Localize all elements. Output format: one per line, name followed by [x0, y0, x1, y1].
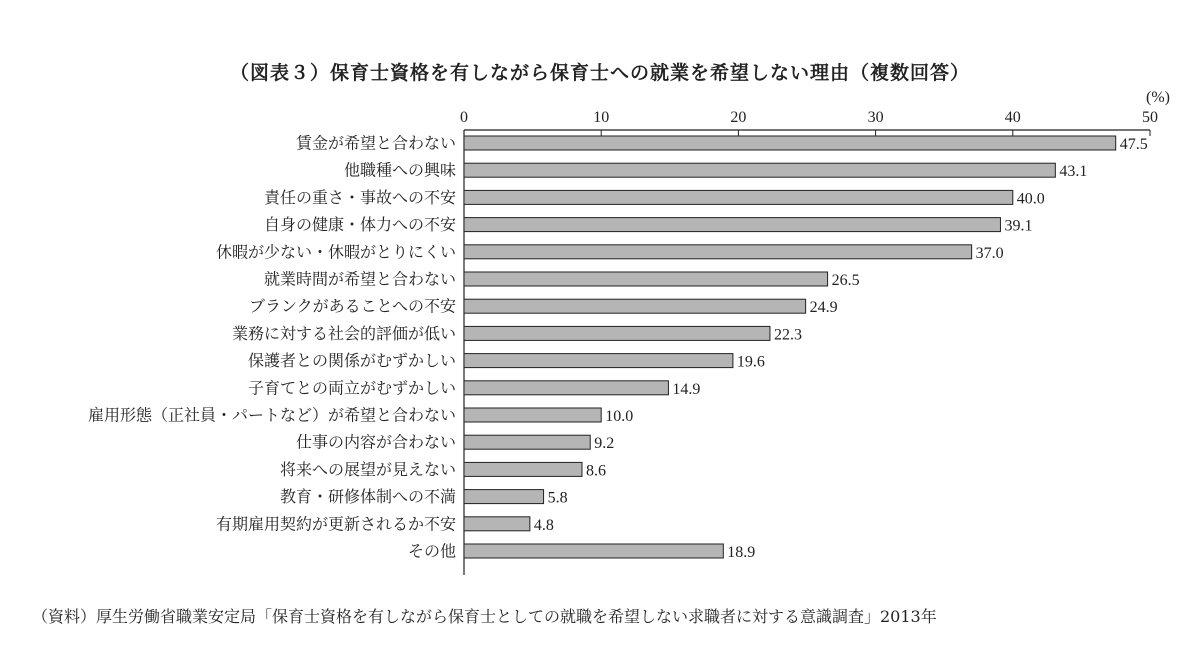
value-label: 43.1 — [1059, 163, 1088, 181]
value-label: 4.8 — [533, 516, 554, 534]
value-label: 5.8 — [547, 489, 568, 507]
bar — [464, 354, 733, 368]
category-label: その他 — [407, 541, 456, 561]
bar — [464, 490, 544, 504]
source-note: （資料）厚生労働省職業安定局「保育士資格を有しながら保育士としての就職を希望しない求職者に対する意識調査」2013年 — [32, 607, 937, 626]
category-label: 自身の健康・体力への不安 — [263, 215, 456, 235]
category-label: 就業時間が希望と合わない — [263, 269, 456, 289]
unit-label: (%) — [1146, 89, 1170, 106]
category-label: 将来への展望が見えない — [279, 459, 456, 479]
x-tick-label: 20 — [730, 109, 747, 126]
bar — [464, 517, 530, 531]
bar — [464, 381, 668, 395]
x-tick-label: 40 — [1004, 109, 1021, 126]
category-label: 業務に対する社会的評価が低い — [231, 323, 456, 343]
value-label: 37.0 — [975, 244, 1004, 262]
category-label: 保護者との関係がむずかしい — [247, 351, 456, 371]
category-label: 雇用形態（正社員・パートなど）が希望と合わない — [87, 405, 456, 425]
bar — [464, 163, 1055, 177]
category-label: 他職種への興味 — [343, 160, 456, 180]
x-tick-label: 30 — [867, 109, 884, 126]
value-label: 22.3 — [773, 326, 802, 344]
value-label: 24.9 — [809, 299, 838, 317]
category-label: 有期雇用契約が更新されるか不安 — [215, 514, 456, 534]
bar — [464, 326, 770, 340]
value-label: 8.6 — [585, 462, 606, 480]
category-label: 仕事の内容が合わない — [295, 432, 456, 452]
value-label: 40.0 — [1016, 190, 1045, 208]
x-tick-label: 10 — [593, 109, 610, 126]
category-label: ブランクがあることへの不安 — [248, 296, 456, 316]
bar — [464, 544, 723, 558]
value-label: 14.9 — [672, 380, 701, 398]
value-label: 19.6 — [736, 353, 765, 371]
x-tick-label: 0 — [460, 109, 468, 126]
bar — [464, 299, 806, 313]
bar — [464, 245, 972, 259]
bar — [464, 435, 590, 449]
value-label: 9.2 — [594, 435, 615, 453]
bar — [464, 408, 601, 422]
x-tick-label: 50 — [1142, 109, 1158, 126]
value-label: 26.5 — [831, 272, 860, 289]
category-label: 子育てとの両立がむずかしい — [247, 378, 456, 398]
bar — [464, 218, 1000, 232]
chart-title: （図表３）保育士資格を有しながら保育士への就業を希望しない理由（複数回答） — [229, 62, 970, 84]
category-label: 責任の重さ・事故への不安 — [263, 187, 456, 207]
value-label: 10.0 — [605, 408, 634, 425]
category-label: 教育・研修体制への不満 — [279, 487, 456, 507]
bar — [464, 462, 582, 476]
bar — [464, 272, 828, 286]
bar — [464, 190, 1013, 204]
category-label: 休暇が少ない・休暇がとりにくい — [215, 242, 456, 262]
value-label: 47.5 — [1119, 136, 1148, 153]
value-label: 18.9 — [727, 544, 756, 561]
bar — [464, 136, 1116, 150]
category-label: 賃金が希望と合わない — [295, 133, 456, 153]
value-label: 39.1 — [1004, 217, 1033, 235]
